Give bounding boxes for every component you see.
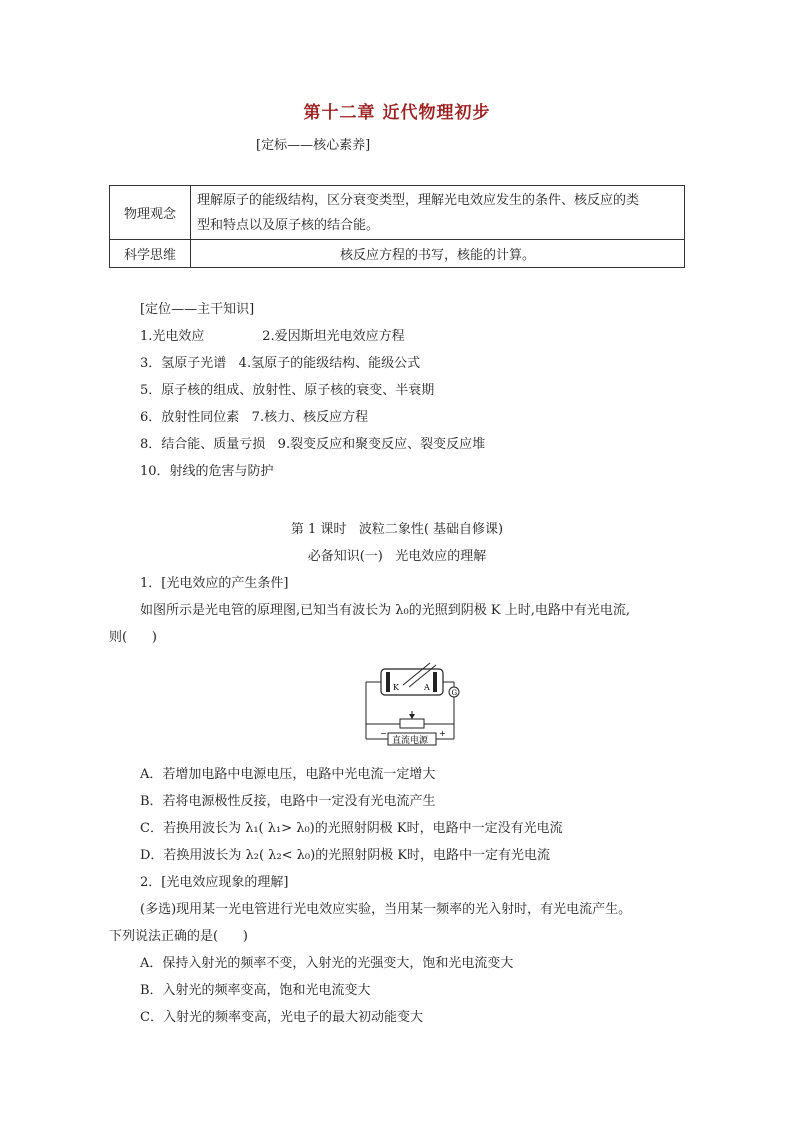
light-ray xyxy=(403,663,430,685)
chapter-title: 第十二章 近代物理初步 xyxy=(303,103,491,123)
minus-sign: − xyxy=(380,729,387,738)
question-tag: 1．[光电效应的产生条件] xyxy=(140,576,289,591)
list-item: 1.光电效应 2.爱因斯坦光电效应方程 xyxy=(140,329,405,344)
question-stem: 如图所示是光电管的原理图,已知当有波长为 λ₀的光照到阴极 K 上时,电路中有光电流, xyxy=(140,603,630,618)
section-title: 必备知识(一) 光电效应的理解 xyxy=(307,549,487,564)
table-content xyxy=(191,186,685,240)
question-stem: (多选)现用某一光电管进行光电效应实验，当用某一频率的光入射时，有光电流产生。 xyxy=(140,902,632,917)
table-text: 核反应方程的书写，核能的计算。 xyxy=(191,240,685,268)
option-c: C．入射光的频率变高，光电子的最大初动能变大 xyxy=(140,1010,423,1025)
power-source-label: 直流电源 xyxy=(392,736,429,746)
plus-sign: + xyxy=(439,729,446,738)
question-stem: 下列说法正确的是( ) xyxy=(109,929,248,944)
table-row xyxy=(110,240,685,268)
table-text: 理解原子的能级结构，区分衰变类型，理解光电效应发生的条件、核反应的类 xyxy=(197,192,640,208)
literacy-table xyxy=(109,185,685,268)
option-b: B．若将电源极性反接，电路中一定没有光电流产生 xyxy=(140,794,436,809)
list-item: 10．射线的危害与防护 xyxy=(140,464,274,479)
phototube-circuit-diagram xyxy=(358,657,468,747)
cathode xyxy=(386,672,390,692)
list-item: 5．原子核的组成、放射性、原子核的衰变、半衰期 xyxy=(140,383,435,398)
anode-label: A xyxy=(424,683,430,692)
cathode-label: K xyxy=(393,683,399,692)
table-text: 型和特点以及原子核的结合能。 xyxy=(197,217,380,233)
literacy-heading: [定标——核心素养] xyxy=(256,138,371,153)
option-c: C．若换用波长为 λ₁( λ₁> λ₀)的光照射阴极 K时，电路中一定没有光电流 xyxy=(140,821,563,836)
anode xyxy=(433,672,437,692)
positioning-heading: [定位——主干知识] xyxy=(140,302,255,317)
table-row xyxy=(110,186,685,240)
option-d: D．若换用波长为 λ₂( λ₂< λ₀)的光照射阴极 K时，电路中一定有光电流 xyxy=(140,848,551,863)
question-stem: 则( ) xyxy=(109,630,157,645)
option-b: B．入射光的频率变高，饱和光电流变大 xyxy=(140,983,371,998)
galvanometer-label: G xyxy=(451,689,458,697)
question-tag: 2．[光电效应现象的理解] xyxy=(140,875,289,890)
table-label: 科学思维 xyxy=(110,240,191,268)
list-item: 6．放射性同位素 7.核力、核反应方程 xyxy=(140,410,369,425)
option-a: A．保持入射光的频率不变，入射光的光强变大，饱和光电流变大 xyxy=(140,956,514,971)
list-item: 3．氢原子光谱 4.氢原子的能级结构、能级公式 xyxy=(140,356,421,371)
rheostat xyxy=(400,719,424,728)
lesson-title: 第 1 课时 波粒二象性( 基础自修课) xyxy=(290,522,504,537)
list-item: 8．结合能、质量亏损 9.裂变反应和聚变反应、裂变反应堆 xyxy=(140,437,486,452)
light-ray xyxy=(409,665,436,687)
table-label: 物理观念 xyxy=(110,186,191,240)
option-a: A．若增加电路中电源电压，电路中光电流一定增大 xyxy=(140,767,436,782)
